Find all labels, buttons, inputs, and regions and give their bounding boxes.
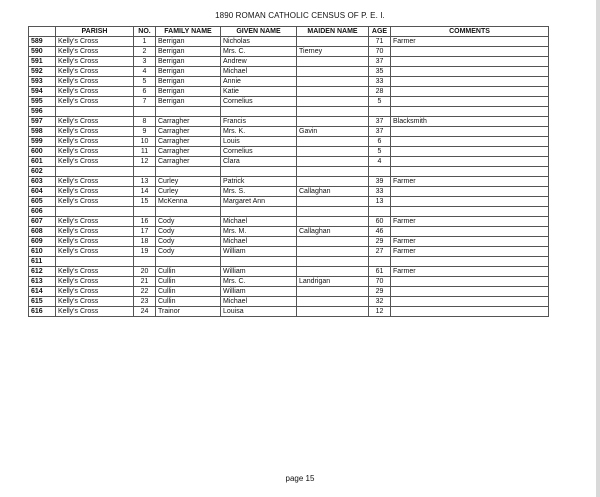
cell-comments <box>391 167 549 177</box>
cell-maiden-name <box>297 117 369 127</box>
table-row <box>29 267 549 277</box>
cell-family-name: Carragher <box>156 147 221 157</box>
cell-row-number: 608 <box>29 227 56 237</box>
cell-maiden-name: Callaghan <box>297 187 369 197</box>
cell-comments <box>391 107 549 117</box>
cell-family-name: Cullin <box>156 277 221 287</box>
cell-family-name: Curley <box>156 187 221 197</box>
cell-maiden-name <box>297 57 369 67</box>
table-row <box>29 107 549 117</box>
cell-family-name: Cullin <box>156 267 221 277</box>
cell-maiden-name <box>297 217 369 227</box>
cell-row-number: 599 <box>29 137 56 147</box>
cell-no: 22 <box>134 287 156 297</box>
table-row <box>29 307 549 317</box>
cell-row-number: 589 <box>29 37 56 47</box>
cell-comments <box>391 97 549 107</box>
cell-family-name: Cullin <box>156 287 221 297</box>
cell-family-name <box>156 107 221 117</box>
cell-comments <box>391 227 549 237</box>
cell-comments <box>391 207 549 217</box>
cell-age: 33 <box>369 187 391 197</box>
cell-comments <box>391 197 549 207</box>
cell-row-number: 604 <box>29 187 56 197</box>
cell-parish: Kelly's Cross <box>56 57 134 67</box>
cell-no <box>134 167 156 177</box>
cell-parish: Kelly's Cross <box>56 307 134 317</box>
cell-parish: Kelly's Cross <box>56 227 134 237</box>
cell-given-name: Michael <box>221 217 297 227</box>
cell-no: 23 <box>134 297 156 307</box>
cell-no: 18 <box>134 237 156 247</box>
cell-given-name: William <box>221 267 297 277</box>
table-row <box>29 67 549 77</box>
cell-family-name <box>156 257 221 267</box>
cell-comments: Farmer <box>391 247 549 257</box>
cell-maiden-name: Gavin <box>297 127 369 137</box>
cell-age: 5 <box>369 147 391 157</box>
cell-parish: Kelly's Cross <box>56 47 134 57</box>
cell-no: 9 <box>134 127 156 137</box>
cell-given-name <box>221 207 297 217</box>
page-number: page 15 <box>285 474 315 483</box>
cell-age: 28 <box>369 87 391 97</box>
cell-parish: Kelly's Cross <box>56 237 134 247</box>
cell-comments <box>391 297 549 307</box>
cell-parish <box>56 167 134 177</box>
cell-maiden-name <box>297 307 369 317</box>
cell-no: 13 <box>134 177 156 187</box>
cell-parish: Kelly's Cross <box>56 217 134 227</box>
cell-row-number: 612 <box>29 267 56 277</box>
cell-comments: Farmer <box>391 177 549 187</box>
column-header-given-name: GIVEN NAME <box>221 27 297 37</box>
cell-family-name: Cody <box>156 237 221 247</box>
table-row <box>29 137 549 147</box>
table-row <box>29 167 549 177</box>
cell-no: 1 <box>134 37 156 47</box>
cell-parish: Kelly's Cross <box>56 277 134 287</box>
cell-maiden-name <box>297 237 369 247</box>
cell-given-name: William <box>221 247 297 257</box>
cell-given-name: Margaret Ann <box>221 197 297 207</box>
cell-parish: Kelly's Cross <box>56 37 134 47</box>
cell-parish <box>56 257 134 267</box>
cell-parish: Kelly's Cross <box>56 147 134 157</box>
cell-given-name: Michael <box>221 237 297 247</box>
table-row <box>29 207 549 217</box>
cell-no: 17 <box>134 227 156 237</box>
cell-age: 61 <box>369 267 391 277</box>
cell-parish: Kelly's Cross <box>56 117 134 127</box>
cell-no: 11 <box>134 147 156 157</box>
cell-age: 27 <box>369 247 391 257</box>
cell-maiden-name: Callaghan <box>297 227 369 237</box>
cell-given-name: Cornelius <box>221 97 297 107</box>
cell-row-number: 600 <box>29 147 56 157</box>
cell-maiden-name <box>297 267 369 277</box>
cell-family-name: Curley <box>156 177 221 187</box>
cell-row-number: 594 <box>29 87 56 97</box>
cell-family-name: Berrigan <box>156 87 221 97</box>
cell-row-number: 614 <box>29 287 56 297</box>
cell-maiden-name <box>297 257 369 267</box>
header-row <box>29 27 549 37</box>
cell-age: 4 <box>369 157 391 167</box>
cell-parish: Kelly's Cross <box>56 187 134 197</box>
cell-given-name <box>221 257 297 267</box>
cell-parish: Kelly's Cross <box>56 247 134 257</box>
cell-given-name: Michael <box>221 67 297 77</box>
table-row <box>29 217 549 227</box>
cell-row-number: 598 <box>29 127 56 137</box>
cell-comments <box>391 127 549 137</box>
cell-given-name: Mrs. M. <box>221 227 297 237</box>
cell-no: 14 <box>134 187 156 197</box>
table-row <box>29 237 549 247</box>
cell-given-name: Cornelius <box>221 147 297 157</box>
cell-parish: Kelly's Cross <box>56 77 134 87</box>
cell-row-number: 596 <box>29 107 56 117</box>
cell-row-number: 611 <box>29 257 56 267</box>
cell-no: 2 <box>134 47 156 57</box>
cell-age: 6 <box>369 137 391 147</box>
cell-family-name: Cody <box>156 217 221 227</box>
cell-age: 29 <box>369 237 391 247</box>
table-row <box>29 197 549 207</box>
cell-family-name: Carragher <box>156 117 221 127</box>
cell-maiden-name <box>297 147 369 157</box>
cell-given-name: Mrs. C. <box>221 47 297 57</box>
cell-given-name: Nicholas <box>221 37 297 47</box>
column-header-family-name: FAMILY NAME <box>156 27 221 37</box>
cell-parish: Kelly's Cross <box>56 127 134 137</box>
cell-parish: Kelly's Cross <box>56 177 134 187</box>
cell-given-name: Mrs. S. <box>221 187 297 197</box>
cell-age: 13 <box>369 197 391 207</box>
cell-maiden-name <box>297 287 369 297</box>
cell-comments <box>391 147 549 157</box>
cell-no: 7 <box>134 97 156 107</box>
table-row <box>29 277 549 287</box>
cell-row-number: 616 <box>29 307 56 317</box>
cell-row-number: 590 <box>29 47 56 57</box>
table-row <box>29 57 549 67</box>
scan-edge <box>596 0 600 497</box>
cell-parish: Kelly's Cross <box>56 67 134 77</box>
table-row <box>29 47 549 57</box>
cell-age: 5 <box>369 97 391 107</box>
cell-row-number: 613 <box>29 277 56 287</box>
cell-given-name: William <box>221 287 297 297</box>
cell-family-name: McKenna <box>156 197 221 207</box>
cell-maiden-name <box>297 247 369 257</box>
cell-family-name <box>156 167 221 177</box>
table-row <box>29 87 549 97</box>
table-row <box>29 117 549 127</box>
cell-row-number: 606 <box>29 207 56 217</box>
cell-comments: Farmer <box>391 237 549 247</box>
column-header-parish: PARISH <box>56 27 134 37</box>
table-row <box>29 127 549 137</box>
cell-age: 32 <box>369 297 391 307</box>
cell-no: 21 <box>134 277 156 287</box>
census-table-body <box>29 37 549 317</box>
cell-no <box>134 257 156 267</box>
cell-comments: Farmer <box>391 37 549 47</box>
cell-family-name: Berrigan <box>156 57 221 67</box>
cell-parish: Kelly's Cross <box>56 287 134 297</box>
cell-row-number: 603 <box>29 177 56 187</box>
cell-parish: Kelly's Cross <box>56 137 134 147</box>
cell-given-name: Katie <box>221 87 297 97</box>
cell-maiden-name: Landrigan <box>297 277 369 287</box>
table-row <box>29 37 549 47</box>
cell-maiden-name <box>297 87 369 97</box>
cell-row-number: 597 <box>29 117 56 127</box>
cell-age: 70 <box>369 47 391 57</box>
cell-given-name: Mrs. K. <box>221 127 297 137</box>
page-title: 1890 ROMAN CATHOLIC CENSUS OF P. E. I. <box>215 11 385 20</box>
cell-given-name: Andrew <box>221 57 297 67</box>
cell-no: 15 <box>134 197 156 207</box>
cell-age: 46 <box>369 227 391 237</box>
cell-maiden-name <box>297 107 369 117</box>
cell-comments <box>391 47 549 57</box>
cell-comments <box>391 87 549 97</box>
cell-given-name: Louis <box>221 137 297 147</box>
cell-age: 37 <box>369 127 391 137</box>
cell-row-number: 602 <box>29 167 56 177</box>
table-row <box>29 297 549 307</box>
cell-comments <box>391 67 549 77</box>
cell-row-number: 592 <box>29 67 56 77</box>
cell-row-number: 607 <box>29 217 56 227</box>
cell-family-name: Cody <box>156 247 221 257</box>
census-table <box>28 26 549 317</box>
cell-given-name: Louisa <box>221 307 297 317</box>
table-row <box>29 147 549 157</box>
cell-comments <box>391 257 549 267</box>
cell-row-number: 591 <box>29 57 56 67</box>
cell-age: 71 <box>369 37 391 47</box>
cell-no: 20 <box>134 267 156 277</box>
cell-row-number: 609 <box>29 237 56 247</box>
cell-comments <box>391 287 549 297</box>
cell-no <box>134 207 156 217</box>
column-header-comments: COMMENTS <box>391 27 549 37</box>
column-header-maiden-name: MAIDEN NAME <box>297 27 369 37</box>
cell-maiden-name <box>297 37 369 47</box>
cell-given-name: Mrs. C. <box>221 277 297 287</box>
cell-age <box>369 167 391 177</box>
cell-comments <box>391 187 549 197</box>
cell-no: 19 <box>134 247 156 257</box>
cell-row-number: 593 <box>29 77 56 87</box>
cell-age: 70 <box>369 277 391 287</box>
cell-row-number: 595 <box>29 97 56 107</box>
cell-maiden-name <box>297 137 369 147</box>
cell-age: 60 <box>369 217 391 227</box>
column-header-no: NO. <box>134 27 156 37</box>
cell-comments: Blacksmith <box>391 117 549 127</box>
column-header-row-number <box>29 27 56 37</box>
cell-family-name: Cullin <box>156 297 221 307</box>
cell-family-name: Trainor <box>156 307 221 317</box>
cell-maiden-name: Tierney <box>297 47 369 57</box>
table-row <box>29 227 549 237</box>
cell-no: 16 <box>134 217 156 227</box>
table-row <box>29 157 549 167</box>
cell-comments: Farmer <box>391 267 549 277</box>
table-row <box>29 257 549 267</box>
cell-no: 5 <box>134 77 156 87</box>
cell-given-name: Clara <box>221 157 297 167</box>
cell-age: 29 <box>369 287 391 297</box>
table-row <box>29 287 549 297</box>
cell-age: 37 <box>369 117 391 127</box>
cell-maiden-name <box>297 157 369 167</box>
cell-parish: Kelly's Cross <box>56 197 134 207</box>
cell-no: 24 <box>134 307 156 317</box>
cell-family-name: Carragher <box>156 127 221 137</box>
cell-row-number: 601 <box>29 157 56 167</box>
cell-family-name: Berrigan <box>156 97 221 107</box>
cell-no: 12 <box>134 157 156 167</box>
cell-family-name <box>156 207 221 217</box>
cell-comments <box>391 277 549 287</box>
cell-comments <box>391 57 549 67</box>
cell-no: 6 <box>134 87 156 97</box>
cell-given-name: Michael <box>221 297 297 307</box>
cell-maiden-name <box>297 297 369 307</box>
cell-age <box>369 257 391 267</box>
cell-given-name: Francis <box>221 117 297 127</box>
cell-family-name: Carragher <box>156 157 221 167</box>
cell-age: 12 <box>369 307 391 317</box>
cell-family-name: Berrigan <box>156 47 221 57</box>
cell-row-number: 605 <box>29 197 56 207</box>
cell-comments <box>391 77 549 87</box>
cell-family-name: Cody <box>156 227 221 237</box>
cell-parish: Kelly's Cross <box>56 97 134 107</box>
cell-no: 10 <box>134 137 156 147</box>
cell-no: 4 <box>134 67 156 77</box>
cell-age: 39 <box>369 177 391 187</box>
cell-family-name: Berrigan <box>156 77 221 87</box>
table-row <box>29 77 549 87</box>
cell-given-name: Annie <box>221 77 297 87</box>
cell-comments <box>391 157 549 167</box>
cell-age <box>369 207 391 217</box>
cell-comments <box>391 307 549 317</box>
cell-comments: Farmer <box>391 217 549 227</box>
cell-maiden-name <box>297 67 369 77</box>
cell-parish <box>56 207 134 217</box>
cell-age: 35 <box>369 67 391 77</box>
cell-given-name: Patrick <box>221 177 297 187</box>
cell-age: 37 <box>369 57 391 67</box>
cell-parish: Kelly's Cross <box>56 157 134 167</box>
cell-parish: Kelly's Cross <box>56 297 134 307</box>
cell-comments <box>391 137 549 147</box>
cell-parish: Kelly's Cross <box>56 267 134 277</box>
table-row <box>29 177 549 187</box>
cell-maiden-name <box>297 207 369 217</box>
cell-maiden-name <box>297 177 369 187</box>
cell-row-number: 610 <box>29 247 56 257</box>
table-row <box>29 187 549 197</box>
cell-row-number: 615 <box>29 297 56 307</box>
cell-given-name <box>221 107 297 117</box>
cell-no <box>134 107 156 117</box>
cell-age: 33 <box>369 77 391 87</box>
cell-parish: Kelly's Cross <box>56 87 134 97</box>
cell-maiden-name <box>297 77 369 87</box>
cell-family-name: Berrigan <box>156 37 221 47</box>
cell-maiden-name <box>297 167 369 177</box>
cell-family-name: Berrigan <box>156 67 221 77</box>
table-row <box>29 97 549 107</box>
cell-given-name <box>221 167 297 177</box>
cell-family-name: Carragher <box>156 137 221 147</box>
cell-maiden-name <box>297 97 369 107</box>
cell-age <box>369 107 391 117</box>
cell-no: 8 <box>134 117 156 127</box>
cell-parish <box>56 107 134 117</box>
cell-maiden-name <box>297 197 369 207</box>
cell-no: 3 <box>134 57 156 67</box>
column-header-age: AGE <box>369 27 391 37</box>
table-row <box>29 247 549 257</box>
